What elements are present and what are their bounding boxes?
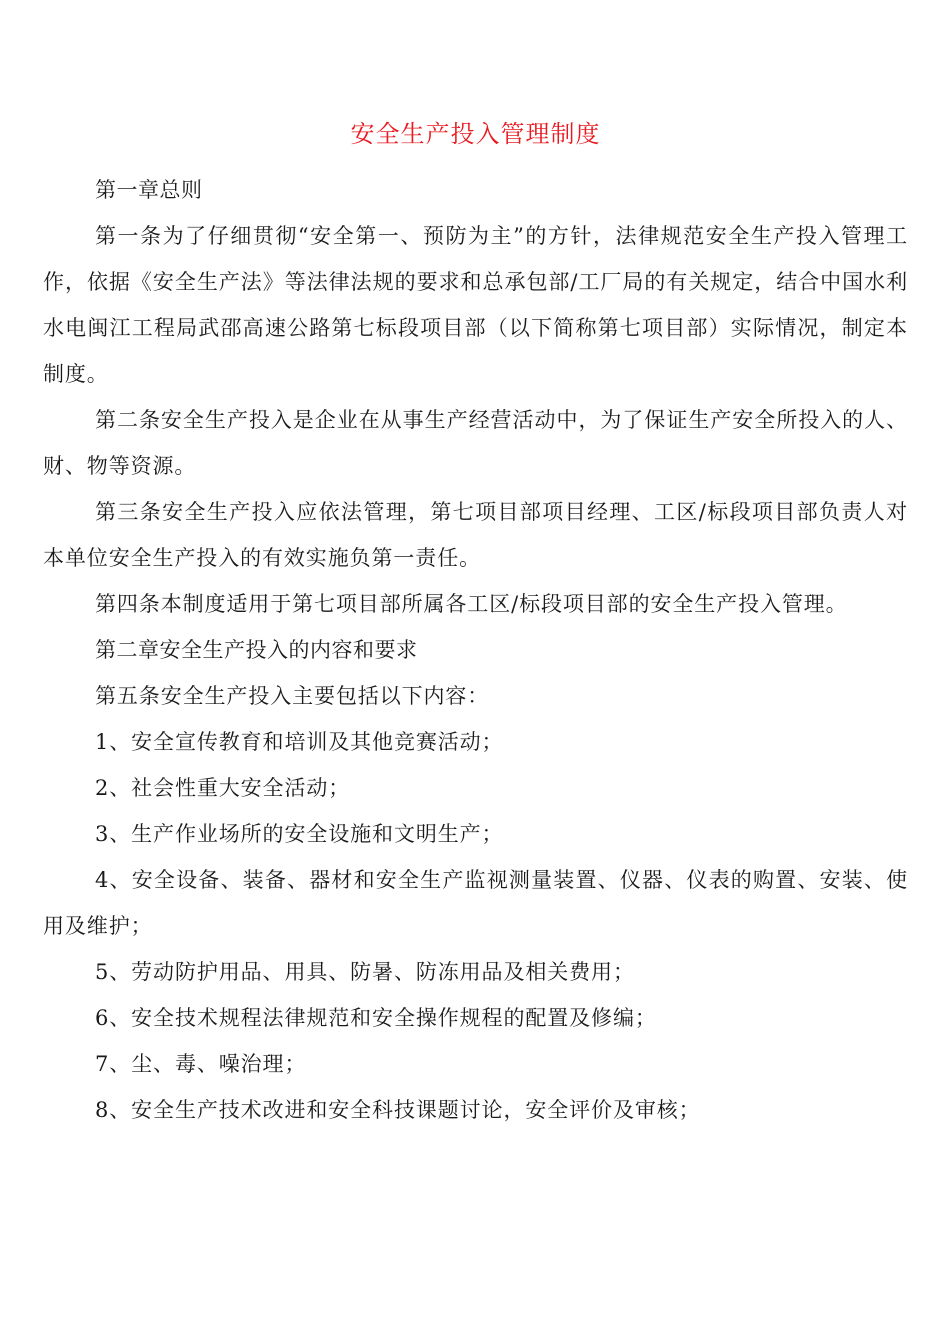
list-item: 1、安全宣传教育和培训及其他竞赛活动；	[95, 730, 504, 754]
chapter-heading: 第一章总则	[95, 178, 203, 202]
document-title: 安全生产投入管理制度	[350, 120, 601, 148]
article-paragraph: 第一条为了仔细贯彻“安全第一、预防为主”的方针，法律规范安全生产投入管理工作，依据《安全生产法》等法律法规的要求和总承包部/工厂局的有关规定，结合中国水利水电闽江工程局武邵高速公路第七标段项目部（以下简称第七项目部）实际情况，制定本制度。	[43, 224, 908, 386]
list-item: 3、生产作业场所的安全设施和文明生产；	[95, 822, 504, 846]
list-item: 6、安全技术规程法律规范和安全操作规程的配置及修编；	[95, 1006, 657, 1030]
chapter-heading: 第二章安全生产投入的内容和要求	[95, 638, 418, 662]
article-paragraph: 第四条本制度适用于第七项目部所属各工区/标段项目部的安全生产投入管理。	[95, 592, 848, 616]
article-paragraph: 第二条安全生产投入是企业在从事生产经营活动中，为了保证生产安全所投入的人、财、物等资源。	[43, 408, 908, 478]
document-body	[43, 167, 908, 1133]
article-paragraph: 第五条安全生产投入主要包括以下内容：	[95, 684, 490, 708]
list-item: 2、社会性重大安全活动；	[95, 776, 351, 800]
article-paragraph: 第三条安全生产投入应依法管理，第七项目部项目经理、工区/标段项目部负责人对本单位安全生产投入的有效实施负第一责任。	[43, 500, 908, 570]
list-item: 8、安全生产技术改进和安全科技课题讨论，安全评价及审核；	[95, 1098, 701, 1122]
list-item: 5、劳动防护用品、用具、防暑、防冻用品及相关费用；	[95, 960, 635, 984]
list-item: 4、安全设备、装备、器材和安全生产监视测量装置、仪器、仪表的购置、安装、使用及维护；	[43, 868, 908, 938]
list-item: 7、尘、毒、噪治理；	[95, 1052, 307, 1076]
